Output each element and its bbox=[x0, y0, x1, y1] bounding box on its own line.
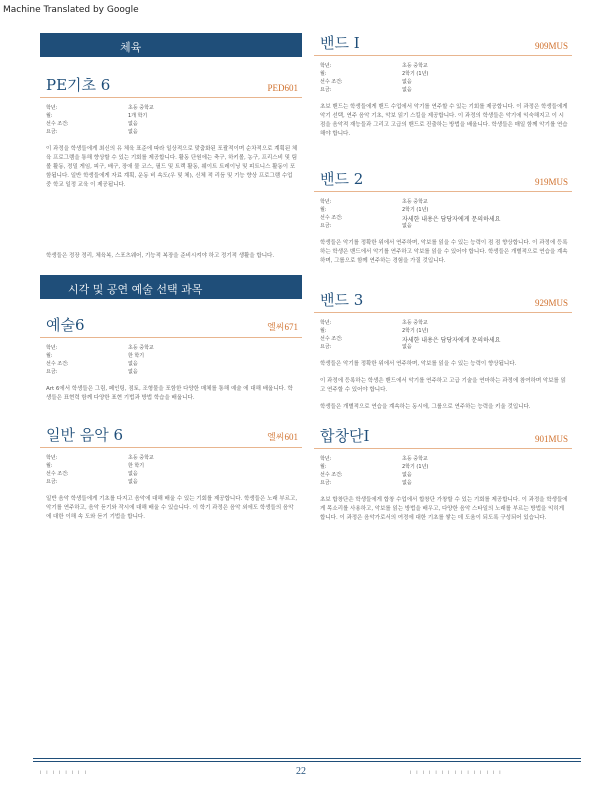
left-column bbox=[40, 33, 302, 522]
course-title: 밴드 3 bbox=[320, 291, 364, 309]
meta-term: 월: 한 학기 bbox=[46, 463, 145, 469]
meta-fee: 요금: 없음 bbox=[46, 479, 138, 485]
section-title: 체육 bbox=[120, 41, 142, 54]
course-meta-choir bbox=[314, 455, 572, 487]
course-title: 밴드 I bbox=[320, 34, 360, 52]
meta-prereq: 선수 조건: 자세한 내용은 담당자에게 문의하세요 bbox=[320, 336, 501, 344]
meta-grade: 학년: 초등 중학교 bbox=[320, 456, 428, 462]
course-header-band3 bbox=[314, 290, 572, 313]
meta-grade: 학년: 초등 중학교 bbox=[320, 63, 428, 69]
meta-prereq: 선수 조건: 없음 bbox=[320, 472, 412, 478]
meta-prereq: 선수 조건: 없음 bbox=[46, 471, 138, 477]
footer-left-text: l l l l l l l l bbox=[40, 770, 88, 775]
course-description: 학생들은 악기를 정확한 위에서 연주하며, 악보를 읽을 수 있는 능력이 향상됩니다. bbox=[320, 361, 517, 367]
course-code: PED601 bbox=[267, 83, 298, 93]
course-description: Art 6에서 학생들은 그림, 페인팅, 점토, 조형물을 포함한 다양한 매체를 통해 예술 에 대해 배웁니다. 학생들은 표현력 함께 다양한 표현 기법과 방법 학습을 배웁니다. bbox=[46, 386, 293, 401]
meta-fee: 요금: 없음 bbox=[320, 344, 412, 350]
footer-rule bbox=[33, 758, 581, 764]
course-meta-band1 bbox=[314, 62, 572, 94]
course-code: 929MUS bbox=[534, 298, 568, 308]
meta-fee: 요금: 없음 bbox=[320, 480, 412, 486]
course-title: 합창단I bbox=[320, 427, 370, 445]
course-code: 엘씨671 bbox=[267, 322, 298, 332]
meta-prereq: 선수 조건: 없음 bbox=[46, 361, 138, 367]
meta-term: 월: 2학기 (1년) bbox=[320, 71, 429, 77]
course-title: 일반 음악 6 bbox=[46, 426, 124, 444]
meta-fee: 요금: 없음 bbox=[46, 129, 138, 135]
course-meta-music bbox=[40, 454, 302, 486]
course-code: 901MUS bbox=[534, 434, 568, 444]
meta-grade: 학년: 초등 중학교 bbox=[46, 455, 154, 461]
course-description: 초보 합창단은 학생들에게 합창 수업에서 합창단 가창할 수 있는 기회를 제공합니다. 이 과정을 학생들에게 목소리를 사용하고, 악보를 읽는 방법을 배우고, 다양한 음악 스타일의 노래를 부르는 방법을 익히게 합니다. 이 과정은 음악가로서의 여정에 대한 기초를 쌓는 데 도움이 되도록 구성되어 있습니다. bbox=[320, 497, 568, 521]
machine-translated-banner: Machine Translated by Google bbox=[3, 5, 139, 15]
meta-prereq: 선수 조건: 자세한 내용은 담당자에게 문의하세요 bbox=[320, 215, 501, 223]
footer-right-text: l l l l l l l l l l l l l l l bbox=[410, 770, 503, 775]
meta-prereq: 선수 조건: 없음 bbox=[46, 121, 138, 127]
course-description-2: 이 과정에 등록하는 학생은 밴드에서 악기를 연주하고 고급 기술을 연마하는 과정에 참여하며 악보를 읽고 연주할 수 있어야 합니다. bbox=[320, 378, 566, 393]
course-meta-pe bbox=[40, 104, 302, 136]
course-title: 밴드 2 bbox=[320, 170, 364, 188]
meta-term: 월: 1개 학기 bbox=[46, 113, 148, 119]
course-code: 엘씨601 bbox=[267, 432, 298, 442]
course-header-art bbox=[40, 315, 302, 338]
meta-term: 월: 한 학기 bbox=[46, 353, 145, 359]
course-code: 909MUS bbox=[534, 41, 568, 51]
course-description: 일반 음악 학생들에게 기초를 다지고 음악에 대해 배울 수 있는 기회를 제공합니다. 학생들은 노래 부르고, 악기를 연주하고, 음악 듣기와 작시에 대해 배울 수 있습니다. 이 학기 과정은 음악 외에도 학생들의 음악에 대한 이해 속 도와 듣기 기법을 합니다. bbox=[46, 496, 298, 520]
meta-grade: 학년: 초등 중학교 bbox=[46, 105, 154, 111]
course-header-choir bbox=[314, 426, 572, 449]
meta-term: 월: 2학기 (1년) bbox=[320, 207, 429, 213]
course-meta-band3 bbox=[314, 319, 572, 351]
course-code: 919MUS bbox=[534, 177, 568, 187]
right-column bbox=[314, 33, 572, 523]
meta-grade: 학년: 초등 중학교 bbox=[46, 345, 154, 351]
course-title: PE기초 6 bbox=[46, 76, 111, 94]
meta-term: 월: 2학기 (1년) bbox=[320, 464, 429, 470]
course-description-3: 학생들은 개별적으로 연습을 계속하는 동시에, 그룹으로 연주하는 능력을 키울 것입니다. bbox=[320, 404, 531, 410]
section-title: 시각 및 공연 예술 선택 과목 bbox=[68, 283, 203, 296]
course-header-band1 bbox=[314, 33, 572, 56]
course-note: 학생들은 정장 정리, 체육복, 스포츠웨어, 기능적 복장을 준비시켜야 하고 정기적 생활을 합니다. bbox=[46, 253, 275, 259]
section-banner-pe bbox=[40, 33, 302, 57]
meta-grade: 학년: 초등 중학교 bbox=[320, 199, 428, 205]
course-description: 초보 밴드는 학생들에게 밴드 수업에서 악기를 연주할 수 있는 기회를 제공합니다. 이 과정은 학생들에게 악기 선택, 연주 음악 기초, 악보 읽기 스킬을 제공합니다. 이 과정의 학생들은 악기에 익숙해지고 이 시점을 음악적 재능들과 그리고 고급의 밴드로 진출하는 방법을 배웁니다. 학생들은 매일 함께 악기를 연습해야 합니다. bbox=[320, 104, 568, 137]
course-title: 예술6 bbox=[46, 316, 85, 334]
course-description: 이 과정을 학생들에게 최신의 유 체육 표준에 따라 일상적으로 맞춤화된 포괄적이며 순차적으로 계획된 체육 프로그램을 통해 향상할 수 있는 기회를 제공합니다. 활동 단원에는 축구, 하키볼, 농구, 프리스비 및 팀볼 활동, 정밀 게임, 피구, 배구, 장애 물 코스, 필드 및 트랙 활동, 웨이트 트레이닝 및 피트니스 활동이 포함됩니다. 일반 학생들에게 자료 계획, 운동 비 속도(우 및 체), 신체 적 리듬 및 기능 향상 프로그램 수업 중 학교 일정 교육 이 제공됩니다. bbox=[46, 146, 298, 188]
course-header-music bbox=[40, 425, 302, 448]
section-banner-arts bbox=[40, 275, 302, 299]
meta-fee: 요금: 없음 bbox=[320, 223, 412, 229]
meta-term: 월: 2학기 (1년) bbox=[320, 328, 429, 334]
course-header-pe bbox=[40, 75, 302, 98]
course-meta-art bbox=[40, 344, 302, 376]
course-description: 학생들은 악기를 정확한 위에서 연주하며, 악보를 읽을 수 있는 능력이 점 점 향상합니다. 이 과정에 등록하는 학생은 밴드에서 악기를 연주하고 악보를 읽을 수 있어야 합니다. 학생들은 개별적으로 연습을 계속하며, 그룹으로 함께 연주하는 경험을 가질 것입니다. bbox=[320, 240, 568, 264]
meta-prereq: 선수 조건: 없음 bbox=[320, 79, 412, 85]
course-header-band2 bbox=[314, 169, 572, 192]
meta-grade: 학년: 초등 중학교 bbox=[320, 320, 428, 326]
meta-fee: 요금: 없음 bbox=[320, 87, 412, 93]
page-number: 22 bbox=[296, 766, 306, 777]
meta-fee: 요금: 없음 bbox=[46, 369, 138, 375]
course-meta-band2 bbox=[314, 198, 572, 230]
